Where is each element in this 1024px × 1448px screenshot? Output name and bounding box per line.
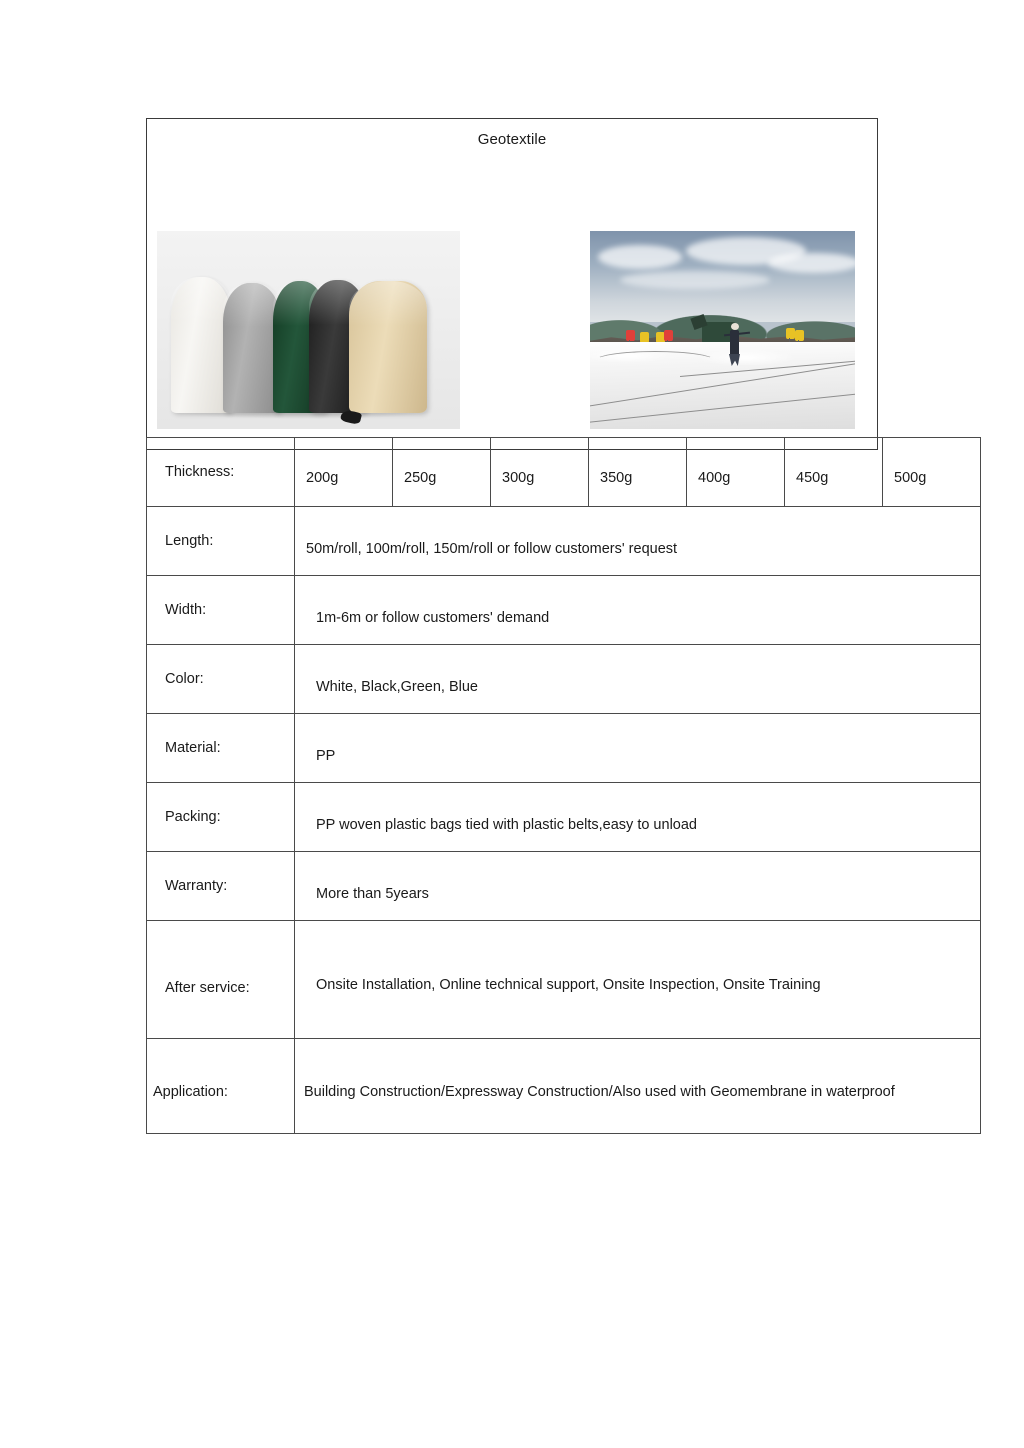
marker-flag-icon bbox=[626, 330, 635, 341]
thickness-value-250g: 250g bbox=[393, 438, 491, 507]
table-row-material bbox=[147, 714, 981, 783]
thickness-value-300g: 300g bbox=[491, 438, 589, 507]
row-label-warranty: Warranty: bbox=[147, 852, 295, 921]
row-label-width: Width: bbox=[147, 576, 295, 645]
cloud-icon bbox=[620, 271, 770, 289]
hose-line bbox=[594, 351, 716, 371]
row-value-length: 50m/roll, 100m/roll, 150m/roll or follow customers' request bbox=[295, 507, 981, 576]
fabric-roll-beige bbox=[349, 281, 427, 413]
table-row-thickness bbox=[147, 438, 981, 507]
worker-body bbox=[730, 330, 739, 356]
table-row-width bbox=[147, 576, 981, 645]
row-value-warranty: More than 5years bbox=[295, 852, 981, 921]
media-row bbox=[147, 171, 878, 450]
thickness-value-350g: 350g bbox=[589, 438, 687, 507]
page-title: Geotextile bbox=[477, 131, 547, 148]
row-value-color: White, Black,Green, Blue bbox=[295, 645, 981, 714]
row-label-thickness: Thickness: bbox=[147, 438, 295, 507]
row-value-material: PP bbox=[295, 714, 981, 783]
row-label-length: Length: bbox=[147, 507, 295, 576]
media-cell bbox=[147, 171, 878, 450]
cloud-icon bbox=[598, 245, 682, 269]
geotextile-fabric-rolls-photo bbox=[157, 231, 460, 429]
product-header-table bbox=[146, 118, 878, 450]
row-value-width: 1m-6m or follow customers' demand bbox=[295, 576, 981, 645]
marker-flag-icon bbox=[664, 330, 673, 341]
title-cell bbox=[147, 119, 878, 172]
laid-geotextile-fabric bbox=[590, 342, 855, 429]
after-service-text: Onsite Installation, Online technical support, Onsite Inspection, Onsite Training bbox=[316, 977, 821, 994]
row-label-application: Application: bbox=[147, 1039, 295, 1134]
thickness-value-500g: 500g bbox=[883, 438, 981, 507]
thickness-value-400g: 400g bbox=[687, 438, 785, 507]
row-value-after-service bbox=[295, 921, 981, 1039]
geotextile-installation-site-photo bbox=[590, 231, 855, 429]
table-row-application bbox=[147, 1039, 981, 1134]
row-label-material: Material: bbox=[147, 714, 295, 783]
marker-flag-icon bbox=[795, 330, 804, 341]
fabric-seam bbox=[590, 391, 855, 423]
table-row-length bbox=[147, 507, 981, 576]
table-row-color bbox=[147, 645, 981, 714]
row-label-color: Color: bbox=[147, 645, 295, 714]
table-row-packing bbox=[147, 783, 981, 852]
row-value-application bbox=[295, 1039, 981, 1134]
thickness-value-200g: 200g bbox=[295, 438, 393, 507]
row-label-after-service: After service: bbox=[147, 921, 295, 1039]
row-label-packing: Packing: bbox=[147, 783, 295, 852]
specification-table bbox=[146, 437, 981, 1134]
fabric-roll-white bbox=[171, 277, 231, 413]
table-row-after-service bbox=[147, 921, 981, 1039]
table-row-warranty bbox=[147, 852, 981, 921]
worker-head bbox=[731, 323, 739, 330]
cloud-icon bbox=[768, 253, 855, 273]
application-text: Building Construction/Expressway Construction/Also used with Geomembrane in waterproof bbox=[304, 1083, 895, 1100]
title-row bbox=[147, 119, 878, 172]
marker-flag-icon bbox=[786, 328, 795, 339]
thickness-value-450g: 450g bbox=[785, 438, 883, 507]
row-value-packing: PP woven plastic bags tied with plastic belts,easy to unload bbox=[295, 783, 981, 852]
